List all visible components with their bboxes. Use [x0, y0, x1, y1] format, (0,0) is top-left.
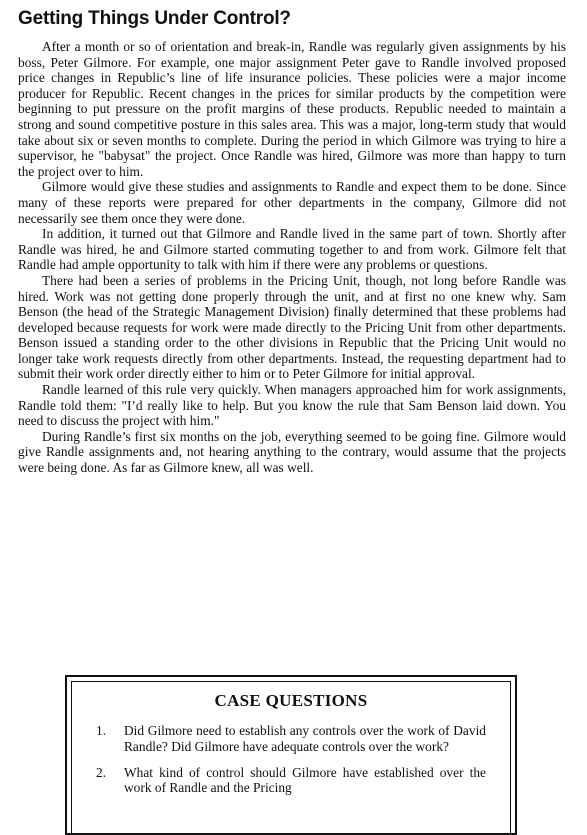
case-question-1: [96, 723, 486, 755]
body-text: [18, 39, 566, 476]
question-text: What kind of control should Gilmore have established over the work of Randle and the Pricing: [124, 764, 486, 796]
document-page: [18, 8, 566, 476]
case-question-2: [96, 765, 486, 797]
case-questions-inner-frame: [71, 681, 511, 835]
paragraph-4: There had been a series of problems in the Pricing Unit, though, not long before Randle was hired. Work was not getting done properly through the unit, and at first no one knew why. Sam Benson (the head of the Strategic Management Division) finally determined that these problems had developed because requests for work were made directly to the Pricing Unit from other departments. Benson issued a standing order to the other divisions in Republic that the Pricing Unit would no longer take work requests directly from other departments. Instead, the requesting department had to submit their work order directly either to him or to Peter Gilmore for initial approval.: [18, 272, 566, 382]
paragraph-3: In addition, it turned out that Gilmore and Randle lived in the same part of town. Shortly after Randle was hired, he and Gilmore started commuting together to and from work. Gilmore felt that Randle had ample opportunity to talk with him if there were any problems or questions.: [18, 226, 566, 273]
paragraph-1: After a month or so of orientation and break-in, Randle was regularly given assignments by his boss, Peter Gilmore. For example, one major assignment Peter gave to Randle involved proposed price changes in Republic’s line of life insurance policies. These policies were a major income producer for Republic. Recent changes in the prices for similar products by the competition were beginning to put pressure on the profit margins of these products. Republic needed to maintain a strong and sound competitive posture in this sales area. This was a major, long-term study that would take about six or seven months to complete. During the period in which Gilmore was trying to hire a supervisor, he "babysat" the project. Once Randle was hired, Gilmore was more than happy to turn the project over to him.: [18, 39, 566, 179]
section-heading: Getting Things Under Control?: [18, 8, 291, 29]
case-questions-list: [72, 723, 510, 796]
question-number: 2.: [96, 764, 107, 780]
paragraph-2: Gilmore would give these studies and assignments to Randle and expect them to be done. Since many of these reports were prepared for other departments in the company, Gilmore did not necessarily see them once they were done.: [18, 179, 566, 226]
case-questions-box: [65, 675, 517, 835]
paragraph-5: Randle learned of this rule very quickly. When managers approached him for work assignments, Randle told them: "I’d really like to help. But you know the rule that Sam Benson laid down. You need to discuss the project with him.": [18, 382, 566, 429]
case-questions-title: CASE QUESTIONS: [214, 691, 368, 710]
paragraph-6: During Randle’s first six months on the job, everything seemed to be going fine. Gilmore would give Randle assignments and, not hearing anything to the contrary, would assume that the projects were being done. As far as Gilmore knew, all was well.: [18, 428, 566, 476]
question-number: 1.: [96, 723, 107, 738]
question-text: Did Gilmore need to establish any controls over the work of David Randle? Did Gilmore have adequate controls over the work?: [124, 723, 486, 754]
